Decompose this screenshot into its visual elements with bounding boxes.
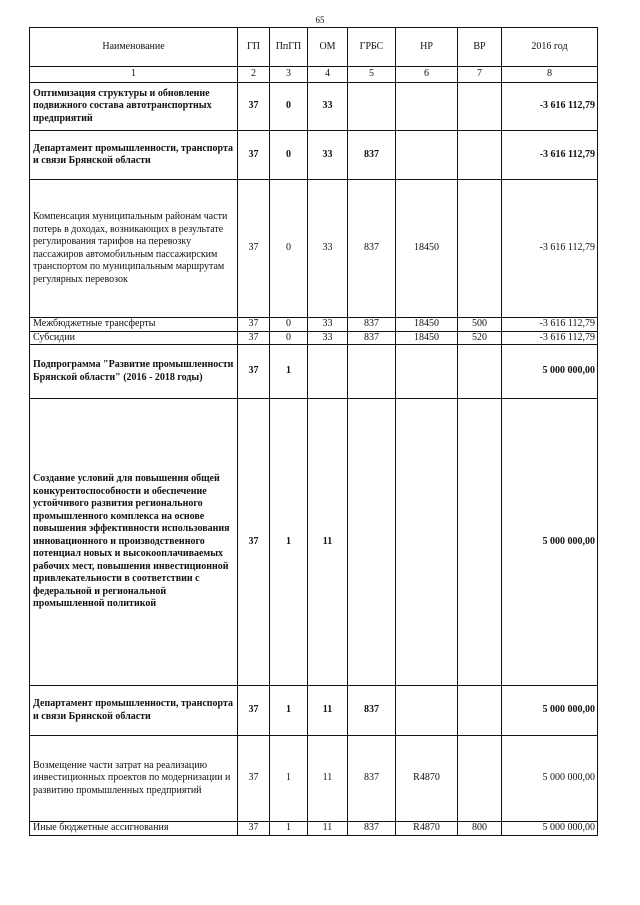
row-ppgp: 0 <box>270 83 308 131</box>
page-number: 65 <box>315 15 325 25</box>
table-row <box>30 736 598 822</box>
row-amount: -3 616 112,79 <box>502 180 598 318</box>
column-number: 7 <box>458 67 502 83</box>
column-number: 1 <box>30 67 238 83</box>
row-gp: 37 <box>238 318 270 332</box>
row-om: 11 <box>308 736 348 822</box>
column-number: 6 <box>396 67 458 83</box>
row-vr <box>458 131 502 180</box>
header-gp: ГП <box>238 28 270 67</box>
table-row <box>30 83 598 131</box>
row-name: Межбюджетные трансферты <box>30 318 238 332</box>
row-vr <box>458 345 502 399</box>
row-grbs: 837 <box>348 180 396 318</box>
row-om: 11 <box>308 822 348 836</box>
row-grbs: 837 <box>348 736 396 822</box>
row-nr: 18450 <box>396 318 458 332</box>
row-grbs: 837 <box>348 822 396 836</box>
row-gp: 37 <box>238 822 270 836</box>
row-nr: R4870 <box>396 736 458 822</box>
header-name: Наименование <box>30 28 238 67</box>
row-ppgp: 0 <box>270 318 308 332</box>
column-number: 5 <box>348 67 396 83</box>
column-number: 4 <box>308 67 348 83</box>
row-gp: 37 <box>238 399 270 686</box>
header-vr: ВР <box>458 28 502 67</box>
table-row <box>30 131 598 180</box>
budget-table <box>29 27 598 836</box>
row-grbs <box>348 399 396 686</box>
row-grbs: 837 <box>348 318 396 332</box>
row-grbs <box>348 345 396 399</box>
row-om: 11 <box>308 399 348 686</box>
row-ppgp: 0 <box>270 131 308 180</box>
row-vr <box>458 180 502 318</box>
row-name: Создание условий для повышения общей конкурентоспособности и обеспечение устойчивого развития регионального промышленного комплекса на основе повышения эффективности использования инновационного и производственного потенциал новых и высокооплачиваемых рабочих мест, повышения инвестиционной привлекательности в соответствии с федеральной и региональной промышленной политикой <box>30 399 238 686</box>
row-name: Подпрограмма "Развитие промышленности Брянской области" (2016 - 2018 годы) <box>30 345 238 399</box>
column-number-row <box>30 67 598 83</box>
header-grbs: ГРБС <box>348 28 396 67</box>
row-om: 33 <box>308 318 348 332</box>
column-number: 2 <box>238 67 270 83</box>
header-row <box>30 28 598 67</box>
header-nr: НР <box>396 28 458 67</box>
row-om: 33 <box>308 180 348 318</box>
table-row <box>30 822 598 836</box>
table-row <box>30 180 598 318</box>
row-amount: 5 000 000,00 <box>502 345 598 399</box>
row-name: Департамент промышленности, транспорта и связи Брянской области <box>30 131 238 180</box>
row-gp: 37 <box>238 345 270 399</box>
table-row <box>30 318 598 332</box>
row-vr <box>458 686 502 736</box>
column-number: 8 <box>502 67 598 83</box>
row-amount: -3 616 112,79 <box>502 318 598 332</box>
row-nr <box>396 686 458 736</box>
row-name: Возмещение части затрат на реализацию инвестиционных проектов по модернизации и развитию промышленных предприятий <box>30 736 238 822</box>
row-nr <box>396 131 458 180</box>
row-nr <box>396 345 458 399</box>
row-amount: 5 000 000,00 <box>502 686 598 736</box>
row-gp: 37 <box>238 131 270 180</box>
row-gp: 37 <box>238 686 270 736</box>
table-row <box>30 345 598 399</box>
row-gp: 37 <box>238 83 270 131</box>
row-amount: -3 616 112,79 <box>502 131 598 180</box>
row-om: 33 <box>308 83 348 131</box>
row-grbs: 837 <box>348 131 396 180</box>
row-amount: 5 000 000,00 <box>502 822 598 836</box>
row-gp: 37 <box>238 736 270 822</box>
row-om <box>308 345 348 399</box>
row-amount: -3 616 112,79 <box>502 83 598 131</box>
column-number: 3 <box>270 67 308 83</box>
row-vr <box>458 399 502 686</box>
row-gp: 37 <box>238 180 270 318</box>
table-row <box>30 686 598 736</box>
row-ppgp: 1 <box>270 686 308 736</box>
row-nr <box>396 83 458 131</box>
header-year: 2016 год <box>502 28 598 67</box>
row-name: Субсидии <box>30 331 238 345</box>
row-om: 11 <box>308 686 348 736</box>
row-nr: 18450 <box>396 180 458 318</box>
row-vr <box>458 83 502 131</box>
row-vr: 520 <box>458 331 502 345</box>
row-ppgp: 1 <box>270 736 308 822</box>
header-om: ОМ <box>308 28 348 67</box>
row-grbs: 837 <box>348 686 396 736</box>
row-vr <box>458 736 502 822</box>
row-amount: 5 000 000,00 <box>502 736 598 822</box>
row-vr: 800 <box>458 822 502 836</box>
header-ppgp: ПпГП <box>270 28 308 67</box>
row-name: Иные бюджетные ассигнования <box>30 822 238 836</box>
row-grbs <box>348 83 396 131</box>
row-om: 33 <box>308 331 348 345</box>
row-name: Департамент промышленности, транспорта и связи Брянской области <box>30 686 238 736</box>
row-nr: R4870 <box>396 822 458 836</box>
row-nr: 18450 <box>396 331 458 345</box>
row-vr: 500 <box>458 318 502 332</box>
row-ppgp: 0 <box>270 331 308 345</box>
row-grbs: 837 <box>348 331 396 345</box>
table-row <box>30 399 598 686</box>
row-ppgp: 0 <box>270 180 308 318</box>
row-name: Компенсация муниципальным районам части потерь в доходах, возникающих в результате регулирования тарифов на перевозку пассажиров автомобильным пассажирским транспортом по муниципальным маршрутам регулярных перевозок <box>30 180 238 318</box>
row-name: Оптимизация структуры и обновление подвижного состава автотранспортных предприятий <box>30 83 238 131</box>
row-ppgp: 1 <box>270 345 308 399</box>
row-gp: 37 <box>238 331 270 345</box>
row-ppgp: 1 <box>270 399 308 686</box>
row-om: 33 <box>308 131 348 180</box>
row-nr <box>396 399 458 686</box>
row-ppgp: 1 <box>270 822 308 836</box>
row-amount: -3 616 112,79 <box>502 331 598 345</box>
table-row <box>30 331 598 345</box>
row-amount: 5 000 000,00 <box>502 399 598 686</box>
